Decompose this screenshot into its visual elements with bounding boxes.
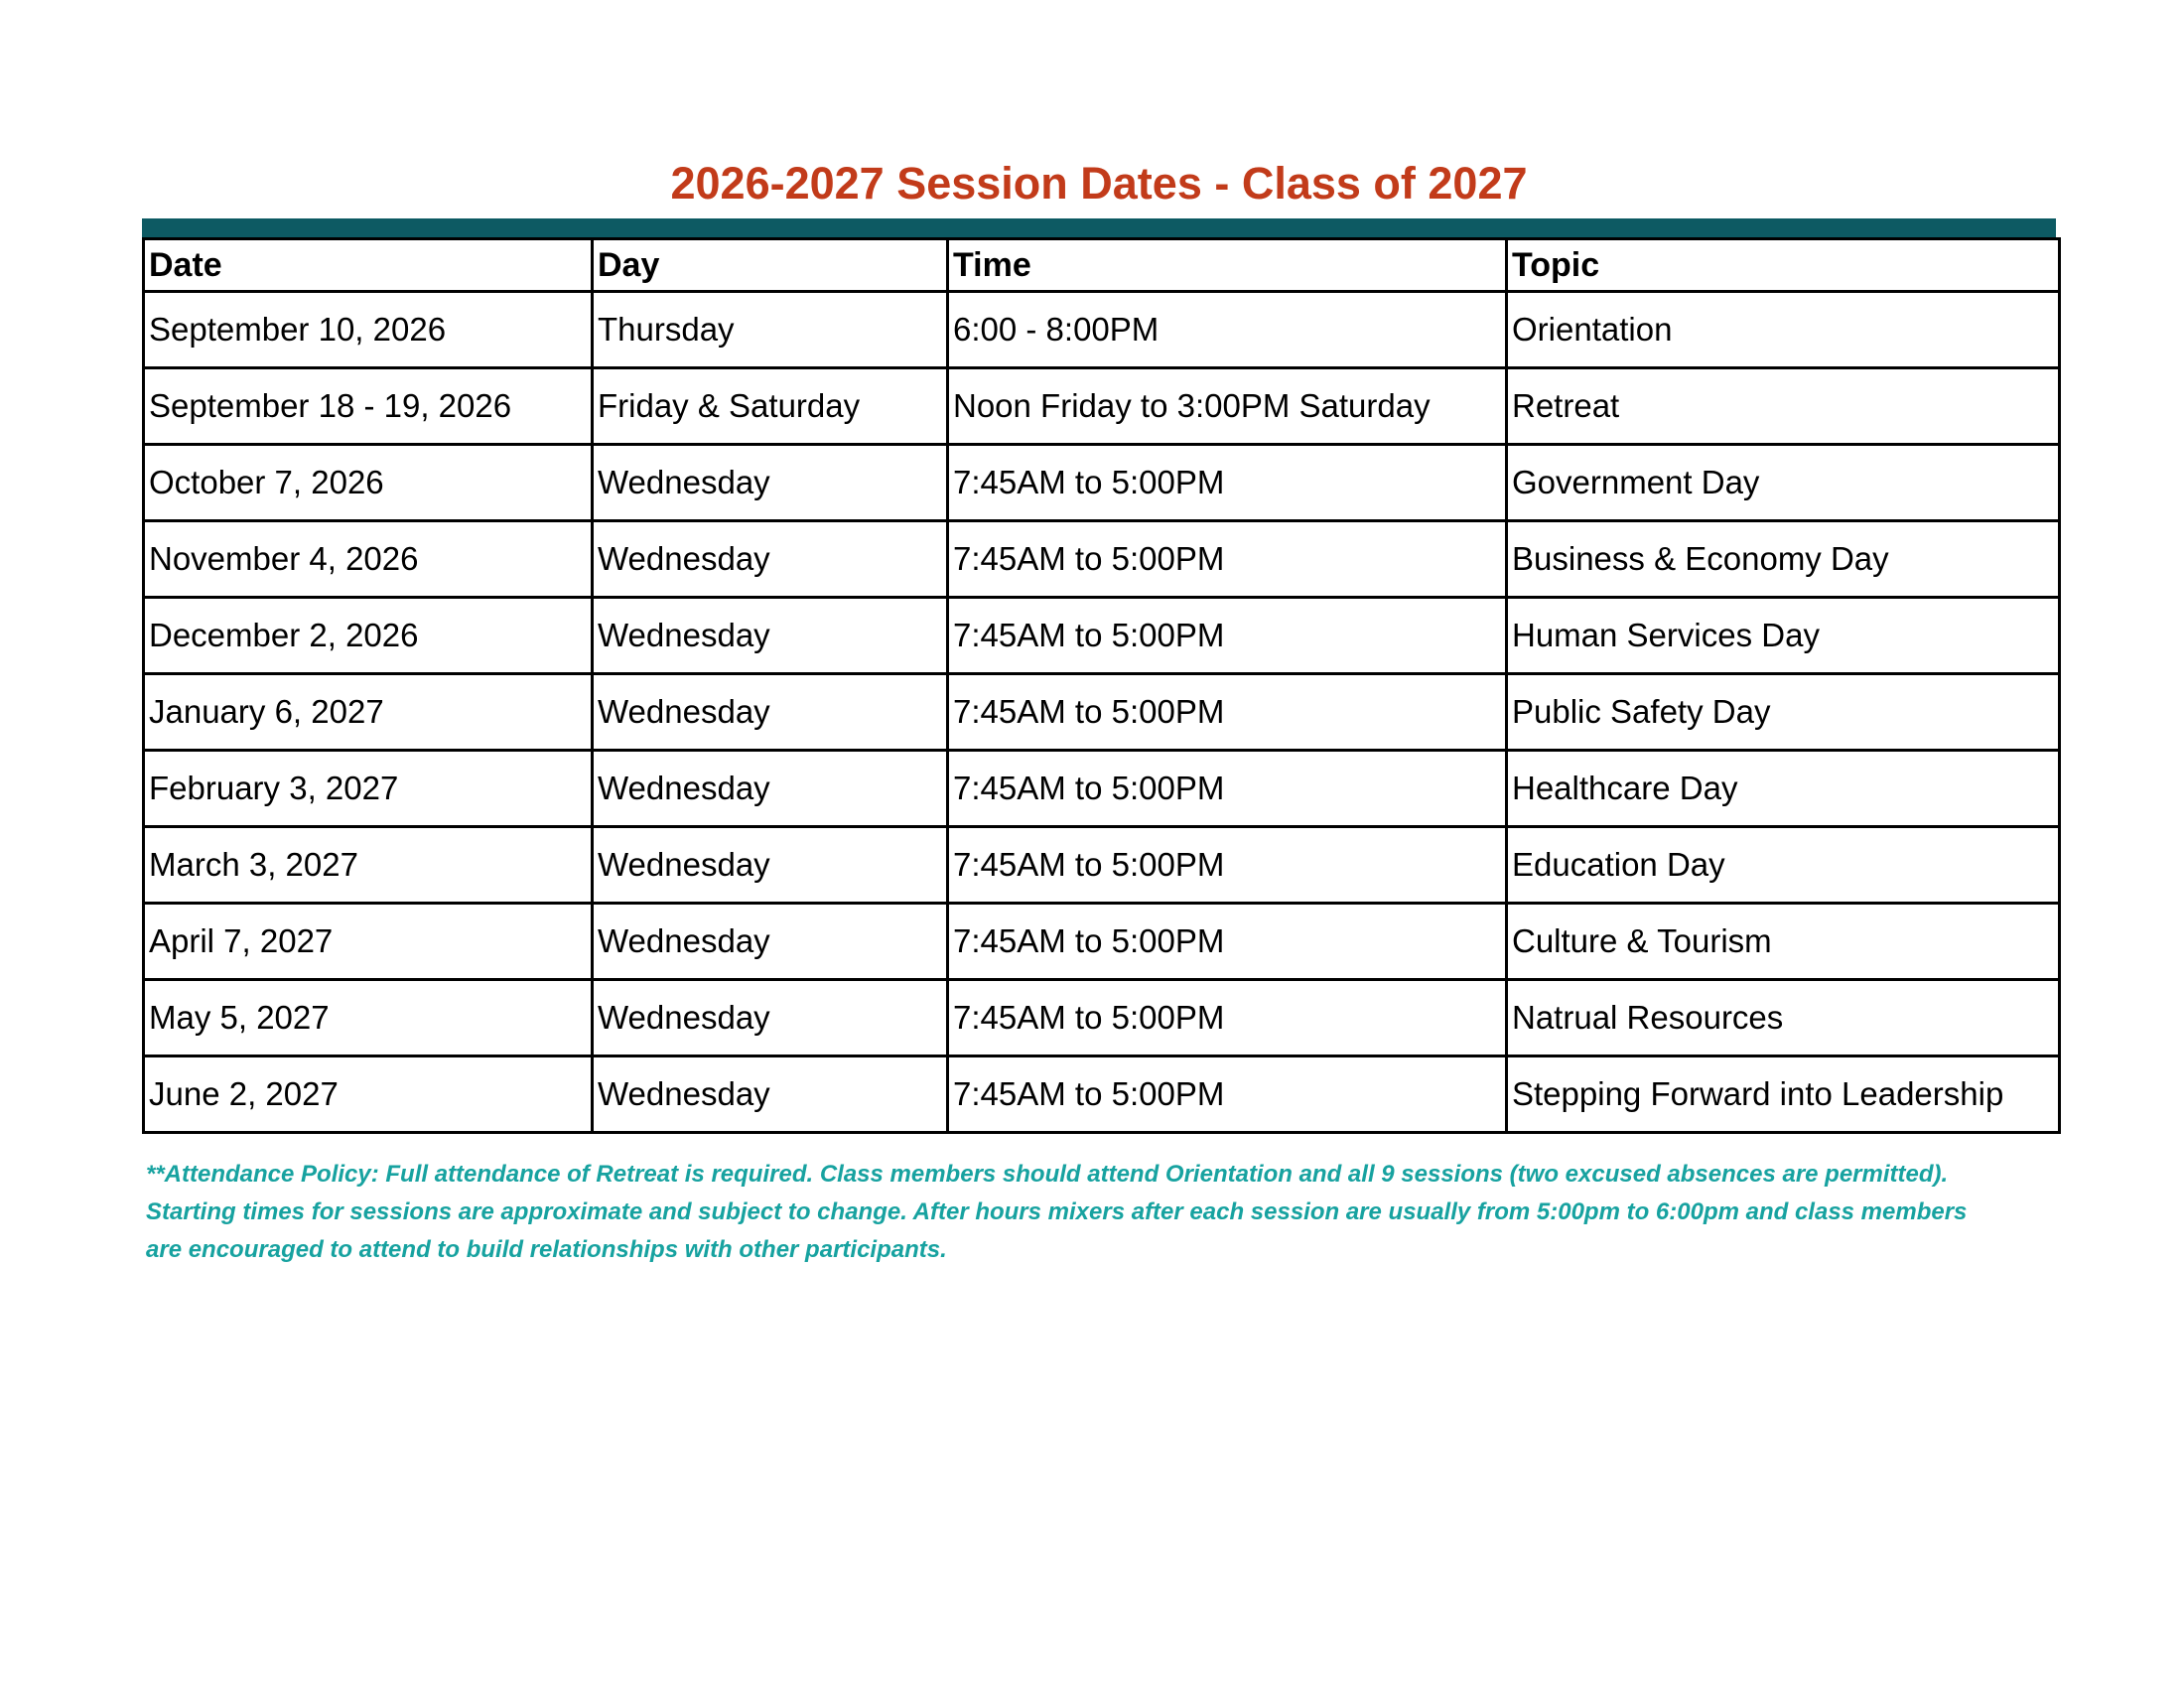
cell-date: January 6, 2027	[144, 674, 593, 751]
table-accent-bar	[142, 218, 2056, 237]
cell-date: February 3, 2027	[144, 751, 593, 827]
cell-time: 7:45AM to 5:00PM	[948, 674, 1507, 751]
cell-date: April 7, 2027	[144, 904, 593, 980]
table-row	[144, 1056, 2060, 1133]
cell-topic: Human Services Day	[1507, 598, 2060, 674]
cell-time: 7:45AM to 5:00PM	[948, 598, 1507, 674]
column-header-date: Date	[144, 239, 593, 292]
cell-day: Friday & Saturday	[593, 368, 948, 445]
cell-day: Wednesday	[593, 904, 948, 980]
note-line: Starting times for sessions are approximate and subject to change. After hours mixers after each session are usually from 5:00pm to 6:00pm and class members	[146, 1198, 1968, 1225]
table-row	[144, 368, 2060, 445]
session-dates-table	[142, 237, 2061, 1134]
table-row	[144, 904, 2060, 980]
cell-topic: Business & Economy Day	[1507, 521, 2060, 598]
cell-date: March 3, 2027	[144, 827, 593, 904]
cell-topic: Public Safety Day	[1507, 674, 2060, 751]
cell-day: Thursday	[593, 292, 948, 368]
cell-topic: Government Day	[1507, 445, 2060, 521]
cell-topic: Education Day	[1507, 827, 2060, 904]
table-row	[144, 445, 2060, 521]
column-header-time: Time	[948, 239, 1507, 292]
cell-time: 7:45AM to 5:00PM	[948, 827, 1507, 904]
table-row	[144, 751, 2060, 827]
note-line: **Attendance Policy: Full attendance of Retreat is required. Class members should attend Orientation and all 9 sessions (two excused absences are permitted).	[146, 1161, 1949, 1188]
cell-day: Wednesday	[593, 445, 948, 521]
table-row	[144, 292, 2060, 368]
cell-date: November 4, 2026	[144, 521, 593, 598]
attendance-policy-note	[146, 1156, 2052, 1269]
cell-time: 6:00 - 8:00PM	[948, 292, 1507, 368]
cell-time: Noon Friday to 3:00PM Saturday	[948, 368, 1507, 445]
table-row	[144, 521, 2060, 598]
cell-day: Wednesday	[593, 1056, 948, 1133]
cell-day: Wednesday	[593, 521, 948, 598]
cell-date: September 18 - 19, 2026	[144, 368, 593, 445]
cell-time: 7:45AM to 5:00PM	[948, 521, 1507, 598]
cell-time: 7:45AM to 5:00PM	[948, 904, 1507, 980]
cell-date: September 10, 2026	[144, 292, 593, 368]
column-header-topic: Topic	[1507, 239, 2060, 292]
cell-topic: Culture & Tourism	[1507, 904, 2060, 980]
cell-date: May 5, 2027	[144, 980, 593, 1056]
cell-date: December 2, 2026	[144, 598, 593, 674]
table-row	[144, 598, 2060, 674]
cell-day: Wednesday	[593, 674, 948, 751]
cell-date: June 2, 2027	[144, 1056, 593, 1133]
cell-topic: Retreat	[1507, 368, 2060, 445]
cell-day: Wednesday	[593, 827, 948, 904]
note-line: are encouraged to attend to build relationships with other participants.	[146, 1236, 947, 1263]
table-header-row	[144, 239, 2060, 292]
table-row	[144, 827, 2060, 904]
cell-topic: Healthcare Day	[1507, 751, 2060, 827]
cell-day: Wednesday	[593, 598, 948, 674]
table-row	[144, 980, 2060, 1056]
cell-day: Wednesday	[593, 751, 948, 827]
cell-time: 7:45AM to 5:00PM	[948, 1056, 1507, 1133]
cell-day: Wednesday	[593, 980, 948, 1056]
cell-time: 7:45AM to 5:00PM	[948, 751, 1507, 827]
cell-topic: Stepping Forward into Leadership	[1507, 1056, 2060, 1133]
cell-time: 7:45AM to 5:00PM	[948, 445, 1507, 521]
cell-time: 7:45AM to 5:00PM	[948, 980, 1507, 1056]
cell-topic: Natrual Resources	[1507, 980, 2060, 1056]
document-title: 2026-2027 Session Dates - Class of 2027	[670, 158, 1528, 209]
column-header-day: Day	[593, 239, 948, 292]
table-row	[144, 674, 2060, 751]
cell-topic: Orientation	[1507, 292, 2060, 368]
cell-date: October 7, 2026	[144, 445, 593, 521]
